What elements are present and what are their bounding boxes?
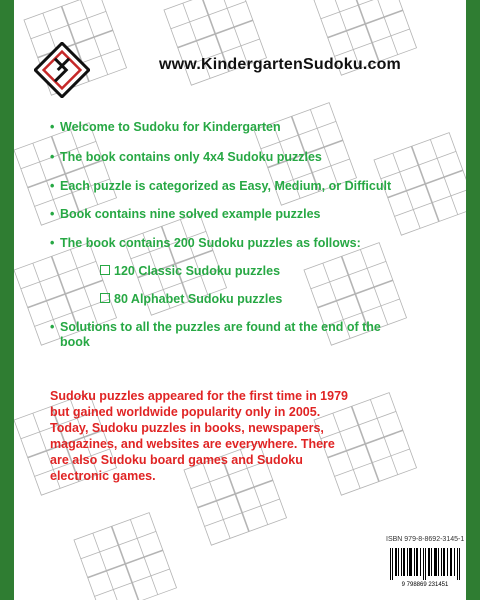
list-item: • Welcome to Sudoku for Kindergarten [50,120,281,134]
isbn-label: ISBN 979-8-8692-3145-1 [386,536,465,543]
list-item: • The book contains only 4x4 Sudoku puzzles [50,150,322,164]
website-url: www.KindergartenSudoku.com [159,56,401,73]
checkbox-icon [100,265,110,275]
sub-list-item-text: 120 Classic Sudoku puzzles [114,264,281,278]
history-line: Today, Sudoku puzzles in books, newspapers, [50,421,324,435]
history-line: Sudoku puzzles appeared for the first time in 1979 [50,389,348,403]
list-item-text: Each puzzle is categorized as Easy, Medium, or Difficult [60,179,392,193]
history-line: are also Sudoku board games and Sudoku [50,453,303,467]
list-item-text: The book contains only 4x4 Sudoku puzzles [60,150,322,164]
list-item: • The book contains 200 Sudoku puzzles as follows: [50,236,361,250]
sub-list-item [100,264,280,278]
list-item-text: Solutions to all the puzzles are found at the end of the [60,320,381,334]
sub-list-item-text: 80 Alphabet Sudoku puzzles [114,292,283,306]
list-item-text: The book contains 200 Sudoku puzzles as follows: [60,236,361,250]
list-item-text: Book contains nine solved example puzzles [60,207,321,221]
list-item: • Book contains nine solved example puzzles [50,207,321,221]
barcode [386,546,464,588]
cover-inner-panel [14,0,466,600]
history-line: magazines, and websites are everywhere. There [50,437,335,451]
list-item-text: Welcome to Sudoku for Kindergarten [60,120,281,134]
history-line: electronic games. [50,469,156,483]
list-item-continuation: book [60,335,90,349]
list-item: • Solutions to all the puzzles are found at the end of the [50,320,381,334]
history-paragraph [50,388,442,484]
history-line: but gained worldwide popularity only in 2005. [50,405,321,419]
checkbox-icon [100,293,110,303]
list-item: • Each puzzle is categorized as Easy, Medium, or Difficult [50,179,392,193]
logo-diamond-icon [34,42,90,98]
sub-list-item [100,292,282,306]
barcode-number: 9 798869 231451 [401,582,449,588]
